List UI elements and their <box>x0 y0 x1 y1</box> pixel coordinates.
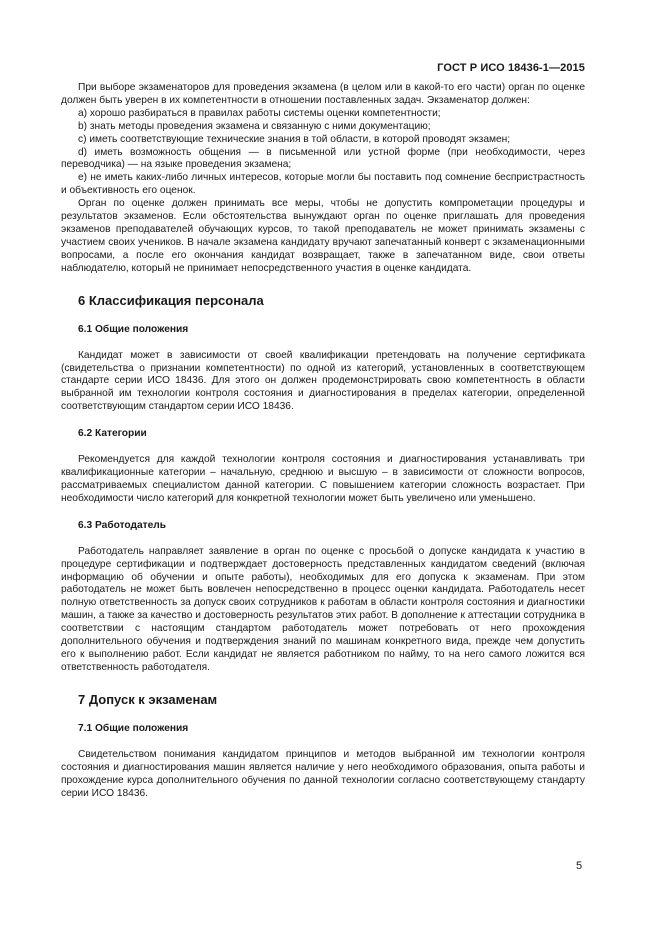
paragraph-exam-integrity: Орган по оценке должен принимать все меры, чтобы не допустить компрометации процедуры и результатов экзаменов. Если обстоятельства вынуждают орган по оценке приглашать для проведения экзаменов преподавателей обучающих курсов, то такой преподаватель не может принимать экзамены с участием своих учеников. В начале экзамена кандидату вручают запечатанный конверт с экзаменационными вопросами, а после его окончания кандидат возвращает, также в запечатанном виде, свои ответы наблюдателю, который не принимает непосредственного участия в оценке кандидата. <box>61 198 585 274</box>
paragraph-7-1: Свидетельством понимания кандидатом принципов и методов выбранной им технологии контроля состояния и диагностирования машин является наличие у него необходимого образования, опыта работы и прохождение курса дополнительного обучения по данной технологии согласно соответствующему стандарту серии ИСО 18436. <box>61 748 585 799</box>
list-item-b: b) знать методы проведения экзамена и связанную с ними документацию; <box>78 120 431 132</box>
subsection-6-1-heading: 6.1 Общие положения <box>78 323 189 335</box>
paragraph-examiner-selection: При выборе экзаменаторов для проведения экзамена (в целом или в какой-то его части) орган по оценке должен быть уверен в их компетентности в отношении поставленных задач. Экзаменатор должен: <box>61 82 585 106</box>
paragraph-6-3: Работодатель направляет заявление в орган по оценке с просьбой о допуске кандидата к участию в процедуре сертификации и подтверждает достоверность представленных кандидатом сведений (включая информацию об обучении и опыте работы), необходимых для его допуска к экзаменам. При этом работодатель не может быть вовлечен непосредственно в процесс оценки кандидата. Работодатель несет полную ответственность за допуск своих сотрудников к работам в области контроля состояния и диагностики машин, а также за качество и достоверность результатов этих работ. В дополнение к аттестации сотрудника в соответствии с настоящим стандартом работодатель может потребовать от него прохождения дополнительного обучения и подтверждения знаний по машинам конкретного вида, прежде чем допустить его к выполнению работ. Если кандидат не является работником по найму, то на него самого ложится вся ответственность работодателя. <box>61 545 585 673</box>
list-item-a: а) хорошо разбираться в правилах работы системы оценки компетентности; <box>78 107 441 119</box>
list-item-d: d) иметь возможность общения — в письменной или устной форме (при необходимости, через переводчика) — на языке проведения экзамена; <box>61 146 585 171</box>
paragraph-6-1: Кандидат может в зависимости от своей квалификации претендовать на получение сертификата (свидетельства о признании компетентности) по одной из категорий, установленных в соответствующем стандарте серии ИСО 18436. Для этого он должен продемонстрировать свою компетентность в области выбранной им технологии контроля состояния и диагностирования в пределах категории, определенной соответствующим стандартом серии ИСО 18436. <box>61 349 585 413</box>
page-number: 5 <box>576 860 583 872</box>
paragraph-6-2: Рекомендуется для каждой технологии контроля состояния и диагностирования устанавливать три квалификационные категории – начальную, среднюю и высшую – в зависимости от сложности вопросов, рассматриваемых специалистом данной категории. С повышением категории сложность возрастает. При необходимости число категорий для конкретной технологии может быть увеличено или уменьшено. <box>61 454 585 504</box>
section-7-heading: 7 Допуск к экзаменам <box>78 691 218 707</box>
subsection-7-1-heading: 7.1 Общие положения <box>78 722 189 734</box>
document-body <box>61 82 585 800</box>
list-item-e: e) не иметь каких-либо личных интересов, которые могли бы поставить под сомнение беспристрастность и объективность его оценок. <box>61 172 585 197</box>
subsection-6-2-heading: 6.2 Категории <box>78 428 147 440</box>
section-6-heading: 6 Классификация персонала <box>78 292 264 308</box>
list-item-c: c) иметь соответствующие технические знания в той области, в которой проводят экзамен; <box>78 133 511 145</box>
document-id-header: ГОСТ Р ИСО 18436-1—2015 <box>437 62 585 74</box>
subsection-6-3-heading: 6.3 Работодатель <box>78 519 167 531</box>
